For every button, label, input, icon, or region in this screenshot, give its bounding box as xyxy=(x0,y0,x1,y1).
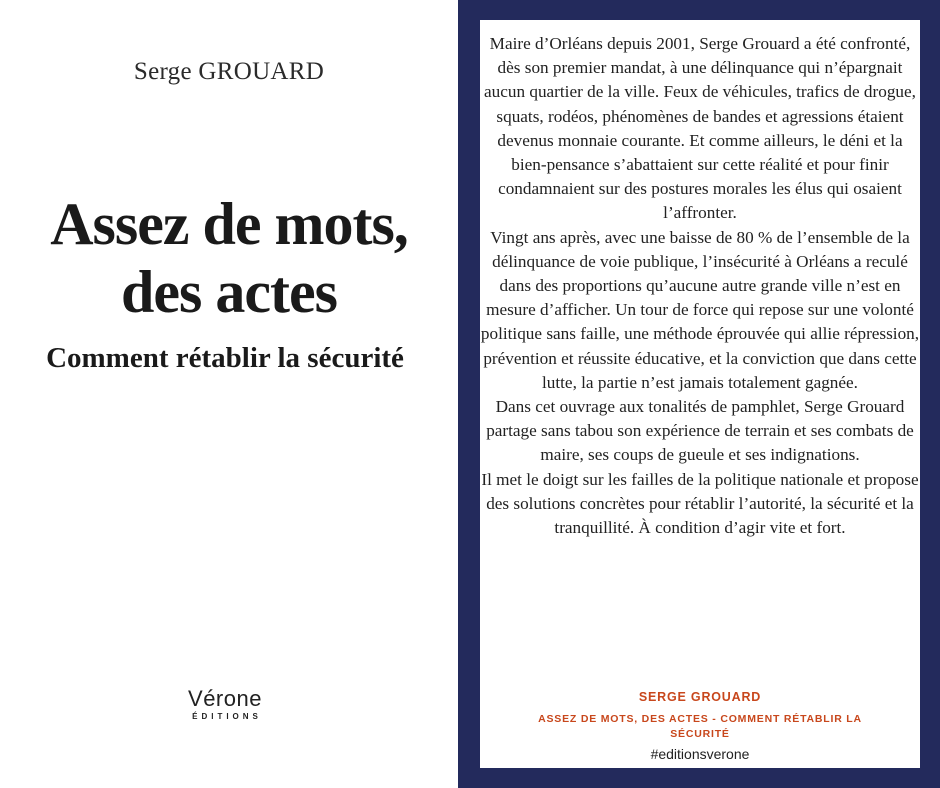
hashtag: #editionsverone xyxy=(650,746,750,762)
cover-title-line1: Assez de mots, xyxy=(50,191,408,257)
cover-title-line2: des actes xyxy=(121,259,337,325)
publisher-sub: ÉDITIONS xyxy=(192,712,262,721)
description-paragraph: Maire d’Orléans depuis 2001, Serge Grouard a été confronté, dès son premier mandat, à une délinquance qui n’épargnait aucun quartier de la ville. Feux de véhicules, trafics de drogue, squats, rodéos, phénomènes de bandes et agressions étaient devenus monnaie courante. Et comme ailleurs, le déni et la bien-pensance s’abattaient sur cette réalité et pour finir condamnaient sur des postures morales les élus qui osaient l’affronter. xyxy=(484,34,916,223)
cover-subtitle: Comment rétablir la sécurité xyxy=(46,342,404,374)
publisher-name: Vérone xyxy=(188,686,262,711)
description-paragraph: Vingt ans après, avec une baisse de 80 % de l’ensemble de la délinquance de voie publique, l’insécurité à Orléans a reculé dans des proportions qu’aucune autre grande ville n’est en mesure d’afficher. Un tour de force qui repose sur une volonté politique sans faille, une méthode éprouvée qui allie répression, prévention et réussite éducative, et la conviction que dans cette lutte, la partie n’est jamais totalement gagnée. xyxy=(480,227,920,392)
description-paragraph: Dans cet ouvrage aux tonalités de pamphlet, Serge Grouard partage sans tabou son expérience de terrain et ses combats de maire, ses coups de gueule et ses indignations. xyxy=(486,397,914,465)
publisher-logo xyxy=(170,688,280,721)
description-body xyxy=(480,32,920,540)
footer-author: SERGE GROUARD xyxy=(638,690,762,704)
cover-author: Serge GROUARD xyxy=(133,58,325,85)
book-cover xyxy=(0,0,458,788)
description-paragraph: Il met le doigt sur les failles de la politique nationale et propose des solutions concrètes pour rétablir l’autorité, la sécurité et la tranquillité. À condition d’agir vite et fort. xyxy=(481,469,919,538)
description-card xyxy=(480,20,920,768)
footer-title: ASSEZ DE MOTS, DES ACTES - COMMENT RÉTABLIR LA SÉCURITÉ xyxy=(538,713,862,740)
